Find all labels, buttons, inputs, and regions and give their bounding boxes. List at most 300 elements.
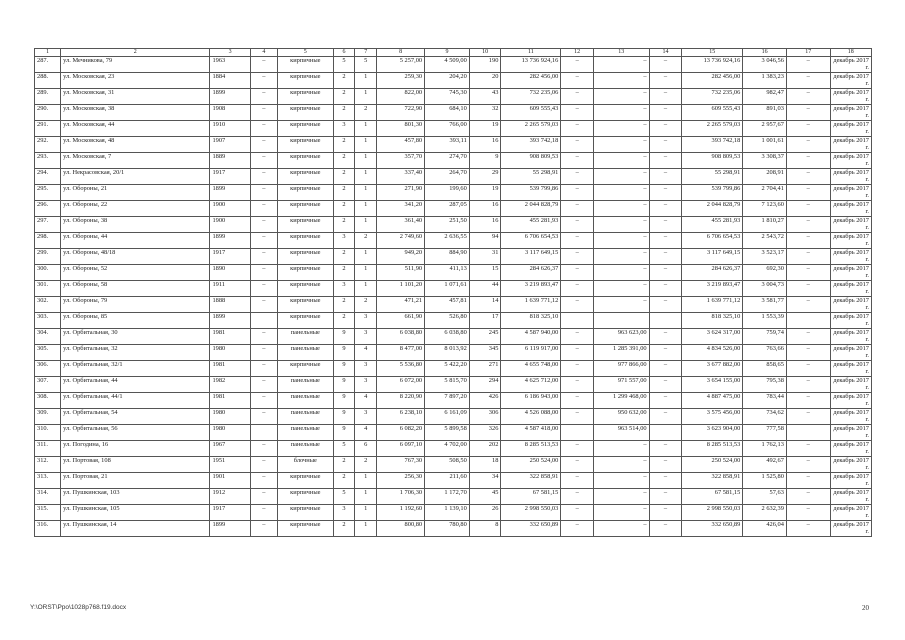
total-area-cell: 361,40 [377,217,425,233]
col-12-cell [561,313,594,329]
col-4-cell: – [250,57,277,73]
col-17-cell: – [786,505,830,521]
completion-date-cell: декабрь 2017 г. [830,473,872,489]
row-number-cell: 296. [35,201,61,217]
table-row [35,281,872,297]
year-cell: 1963 [210,57,250,73]
total-area-cell: 511,90 [377,265,425,281]
wall-material-cell: кирпичные [278,233,334,249]
cost-col-13-cell: – [594,201,650,217]
living-area-cell: 393,11 [425,137,470,153]
living-area-cell: 8 013,92 [425,345,470,361]
cost-col-15-cell: 455 281,93 [682,217,743,233]
entrances-cell: 3 [355,377,377,393]
total-cost-cell: 2 998 550,03 [501,505,561,521]
cost-col-13-cell: – [594,297,650,313]
wall-material-cell: панельные [278,345,334,361]
row-number-cell: 293. [35,153,61,169]
living-area-cell: 6 161,09 [425,409,470,425]
housing-repair-table [34,48,872,537]
cost-col-13-cell: 950 632,00 [594,409,650,425]
col-17-cell: – [786,473,830,489]
living-area-cell: 4 509,00 [425,57,470,73]
address-cell: ул. Орбитальная, 30 [61,329,210,345]
cost-per-sqm-cell: 1 762,13 [743,441,787,457]
year-cell: 1967 [210,441,250,457]
column-number: 16 [743,49,787,57]
col-14-cell: – [649,377,682,393]
cost-per-sqm-cell: 3 004,73 [743,281,787,297]
living-area-cell: 457,81 [425,297,470,313]
col-17-cell: – [786,441,830,457]
cost-per-sqm-cell: 759,74 [743,329,787,345]
total-cost-cell: 6 706 654,53 [501,233,561,249]
col-17-cell: – [786,297,830,313]
cost-col-15-cell: 393 742,18 [682,137,743,153]
completion-date-cell: декабрь 2017 г. [830,457,872,473]
entrances-cell: 1 [355,73,377,89]
cost-col-15-cell: 282 456,00 [682,73,743,89]
col-12-cell: – [561,473,594,489]
column-number: 5 [278,49,334,57]
total-area-cell: 722,90 [377,105,425,121]
total-area-cell: 259,30 [377,73,425,89]
column-number: 14 [649,49,682,57]
wall-material-cell: кирпичные [278,89,334,105]
completion-date-cell: декабрь 2017 г. [830,361,872,377]
col-12-cell: – [561,377,594,393]
living-area-cell: 199,60 [425,185,470,201]
completion-date-cell: декабрь 2017 г. [830,201,872,217]
table-row [35,217,872,233]
cost-per-sqm-cell: 492,67 [743,457,787,473]
cost-col-15-cell: 250 524,00 [682,457,743,473]
total-area-cell: 5 536,80 [377,361,425,377]
residents-cell: 245 [469,329,501,345]
col-4-cell: – [250,233,277,249]
row-number-cell: 310. [35,425,61,441]
wall-material-cell: кирпичные [278,105,334,121]
residents-cell: 271 [469,361,501,377]
row-number-cell: 290. [35,105,61,121]
col-4-cell: – [250,297,277,313]
cost-col-13-cell: – [594,521,650,537]
cost-per-sqm-cell: 777,58 [743,425,787,441]
total-cost-cell: 4 587 940,00 [501,329,561,345]
col-4-cell: – [250,393,277,409]
cost-per-sqm-cell: 3 308,37 [743,153,787,169]
floors-cell: 5 [333,57,355,73]
wall-material-cell: панельные [278,409,334,425]
year-cell: 1951 [210,457,250,473]
address-cell: ул. Орбитальная, 44 [61,377,210,393]
cost-col-15-cell: 4 887 475,00 [682,393,743,409]
col-17-cell: – [786,345,830,361]
year-cell: 1900 [210,217,250,233]
wall-material-cell: кирпичные [278,217,334,233]
cost-col-13-cell: – [594,89,650,105]
cost-col-13-cell: – [594,265,650,281]
residents-cell: 94 [469,233,501,249]
living-area-cell: 1 172,70 [425,489,470,505]
completion-date-cell: декабрь 2017 г. [830,441,872,457]
col-14-cell: – [649,185,682,201]
total-cost-cell: 4 587 418,00 [501,425,561,441]
col-4-cell: – [250,89,277,105]
col-12-cell: – [561,121,594,137]
table-row [35,105,872,121]
living-area-cell: 274,70 [425,153,470,169]
total-cost-cell: 6 186 943,00 [501,393,561,409]
cost-col-15-cell: 322 858,91 [682,473,743,489]
column-number: 9 [425,49,470,57]
cost-col-15-cell: 3 219 893,47 [682,281,743,297]
col-14-cell: – [649,297,682,313]
row-number-cell: 301. [35,281,61,297]
total-area-cell: 6 072,00 [377,377,425,393]
cost-col-13-cell: – [594,105,650,121]
total-area-cell: 5 257,00 [377,57,425,73]
residents-cell: 43 [469,89,501,105]
col-14-cell: – [649,153,682,169]
col-14-cell: – [649,105,682,121]
completion-date-cell: декабрь 2017 г. [830,297,872,313]
living-area-cell: 766,00 [425,121,470,137]
total-cost-cell: 908 809,53 [501,153,561,169]
total-cost-cell: 67 581,15 [501,489,561,505]
cost-col-15-cell: 332 650,89 [682,521,743,537]
address-cell: ул. Московская, 44 [61,121,210,137]
year-cell: 1910 [210,121,250,137]
row-number-cell: 297. [35,217,61,233]
col-4-cell: – [250,201,277,217]
entrances-cell: 3 [355,329,377,345]
row-number-cell: 316. [35,521,61,537]
total-area-cell: 6 082,20 [377,425,425,441]
row-number-cell: 298. [35,233,61,249]
column-number: 15 [682,49,743,57]
wall-material-cell: кирпичные [278,505,334,521]
total-cost-cell: 3 117 649,15 [501,249,561,265]
col-4-cell: – [250,505,277,521]
entrances-cell: 4 [355,393,377,409]
col-14-cell: – [649,201,682,217]
living-area-cell: 526,80 [425,313,470,329]
col-12-cell: – [561,201,594,217]
col-12-cell: – [561,393,594,409]
wall-material-cell: блочные [278,457,334,473]
total-cost-cell: 4 655 748,00 [501,361,561,377]
cost-col-13-cell: 1 285 391,00 [594,345,650,361]
cost-col-15-cell: 67 581,15 [682,489,743,505]
cost-col-15-cell: 284 626,37 [682,265,743,281]
cost-per-sqm-cell: 1 553,39 [743,313,787,329]
residents-cell: 19 [469,121,501,137]
residents-cell: 16 [469,217,501,233]
column-number: 1 [35,49,61,57]
residents-cell: 345 [469,345,501,361]
completion-date-cell: декабрь 2017 г. [830,313,872,329]
col-4-cell: – [250,473,277,489]
living-area-cell: 1 139,10 [425,505,470,521]
col-4-cell: – [250,281,277,297]
col-17-cell: – [786,185,830,201]
year-cell: 1884 [210,73,250,89]
col-17-cell: – [786,57,830,73]
total-area-cell: 2 749,60 [377,233,425,249]
floors-cell: 2 [333,73,355,89]
cost-per-sqm-cell: 1 525,80 [743,473,787,489]
cost-col-13-cell: – [594,441,650,457]
living-area-cell: 1 071,61 [425,281,470,297]
wall-material-cell: кирпичные [278,153,334,169]
floors-cell: 3 [333,505,355,521]
cost-col-15-cell: 732 235,06 [682,89,743,105]
entrances-cell: 4 [355,425,377,441]
cost-col-13-cell: – [594,249,650,265]
total-cost-cell: 609 555,43 [501,105,561,121]
col-12-cell: – [561,361,594,377]
living-area-cell: 6 038,80 [425,329,470,345]
cost-per-sqm-cell: 2 957,67 [743,121,787,137]
address-cell: ул. Обороны, 38 [61,217,210,233]
entrances-cell: 3 [355,313,377,329]
floors-cell: 2 [333,169,355,185]
completion-date-cell: декабрь 2017 г. [830,281,872,297]
address-cell: ул. Погодина, 16 [61,441,210,457]
year-cell: 1982 [210,377,250,393]
col-4-cell: – [250,249,277,265]
floors-cell: 2 [333,137,355,153]
cost-col-13-cell: – [594,169,650,185]
address-cell: ул. Обороны, 79 [61,297,210,313]
total-area-cell: 1 192,60 [377,505,425,521]
col-12-cell: – [561,457,594,473]
cost-col-13-cell: 963 623,00 [594,329,650,345]
cost-col-13-cell: – [594,489,650,505]
col-12-cell: – [561,329,594,345]
col-12-cell: – [561,441,594,457]
wall-material-cell: кирпичные [278,185,334,201]
col-14-cell: – [649,249,682,265]
floors-cell: 9 [333,345,355,361]
total-cost-cell: 4 526 088,00 [501,409,561,425]
floors-cell: 9 [333,393,355,409]
row-number-cell: 307. [35,377,61,393]
table-row [35,361,872,377]
column-number: 18 [830,49,872,57]
total-area-cell: 800,80 [377,521,425,537]
cost-per-sqm-cell: 7 123,60 [743,201,787,217]
floors-cell: 2 [333,249,355,265]
year-cell: 1981 [210,361,250,377]
document-path: Y:\ORST\Ppo\1028p768.f19.docx [30,604,127,611]
column-number: 13 [594,49,650,57]
row-number-cell: 312. [35,457,61,473]
table-row [35,89,872,105]
floors-cell: 2 [333,185,355,201]
col-14-cell: – [649,57,682,73]
col-17-cell: – [786,409,830,425]
table-row [35,489,872,505]
floors-cell: 3 [333,121,355,137]
total-cost-cell: 4 625 712,00 [501,377,561,393]
total-cost-cell: 393 742,18 [501,137,561,153]
floors-cell: 2 [333,217,355,233]
col-4-cell: – [250,377,277,393]
col-14-cell: – [649,441,682,457]
completion-date-cell: декабрь 2017 г. [830,73,872,89]
address-cell: ул. Мечникова, 79 [61,57,210,73]
col-14-cell: – [649,121,682,137]
residents-cell: 26 [469,505,501,521]
year-cell: 1899 [210,185,250,201]
row-number-cell: 294. [35,169,61,185]
col-4-cell: – [250,105,277,121]
completion-date-cell: декабрь 2017 г. [830,217,872,233]
address-cell: ул. Орбитальная, 32 [61,345,210,361]
completion-date-cell: декабрь 2017 г. [830,153,872,169]
column-number: 12 [561,49,594,57]
cost-col-15-cell: 2 044 828,79 [682,201,743,217]
col-17-cell: – [786,73,830,89]
col-17-cell: – [786,121,830,137]
residents-cell: 8 [469,521,501,537]
cost-col-13-cell: 1 299 468,00 [594,393,650,409]
row-number-cell: 287. [35,57,61,73]
floors-cell: 2 [333,153,355,169]
completion-date-cell: декабрь 2017 г. [830,505,872,521]
page-number: 20 [862,604,869,612]
completion-date-cell: декабрь 2017 г. [830,345,872,361]
col-12-cell: – [561,297,594,313]
wall-material-cell: кирпичные [278,297,334,313]
entrances-cell: 1 [355,169,377,185]
table-row [35,169,872,185]
row-number-cell: 305. [35,345,61,361]
entrances-cell: 1 [355,217,377,233]
total-area-cell: 661,90 [377,313,425,329]
col-12-cell: – [561,505,594,521]
col-12-cell: – [561,249,594,265]
cost-col-13-cell: – [594,185,650,201]
table-row [35,265,872,281]
col-17-cell: – [786,489,830,505]
total-cost-cell: 3 219 893,47 [501,281,561,297]
cost-col-15-cell: 13 736 924,16 [682,57,743,73]
table-row [35,185,872,201]
col-14-cell: – [649,137,682,153]
entrances-cell: 1 [355,137,377,153]
col-14-cell: – [649,265,682,281]
year-cell: 1899 [210,233,250,249]
col-17-cell: – [786,265,830,281]
cost-per-sqm-cell: 208,91 [743,169,787,185]
entrances-cell: 1 [355,185,377,201]
total-cost-cell: 732 235,06 [501,89,561,105]
address-cell: ул. Орбитальная, 32/1 [61,361,210,377]
residents-cell: 294 [469,377,501,393]
completion-date-cell: декабрь 2017 г. [830,393,872,409]
address-cell: ул. Обороны, 48/18 [61,249,210,265]
living-area-cell: 251,50 [425,217,470,233]
wall-material-cell: кирпичные [278,201,334,217]
cost-per-sqm-cell: 1 383,23 [743,73,787,89]
cost-col-15-cell: 4 834 526,00 [682,345,743,361]
col-17-cell: – [786,169,830,185]
col-17-cell: – [786,153,830,169]
wall-material-cell: панельные [278,377,334,393]
floors-cell: 2 [333,297,355,313]
col-4-cell: – [250,521,277,537]
col-14-cell: – [649,521,682,537]
address-cell: ул. Обороны, 58 [61,281,210,297]
col-14-cell: – [649,345,682,361]
col-4-cell: – [250,441,277,457]
col-17-cell: – [786,377,830,393]
completion-date-cell: декабрь 2017 г. [830,169,872,185]
completion-date-cell: декабрь 2017 г. [830,409,872,425]
living-area-cell: 411,13 [425,265,470,281]
col-14-cell: – [649,169,682,185]
col-17-cell: – [786,361,830,377]
table-row [35,345,872,361]
residents-cell: 19 [469,185,501,201]
total-area-cell: 471,21 [377,297,425,313]
row-number-cell: 308. [35,393,61,409]
living-area-cell: 5 815,70 [425,377,470,393]
col-14-cell: – [649,473,682,489]
col-14-cell: – [649,281,682,297]
col-17-cell: – [786,329,830,345]
col-17-cell [786,425,830,441]
total-cost-cell: 2 265 579,03 [501,121,561,137]
table-row [35,153,872,169]
residents-cell: 190 [469,57,501,73]
address-cell: ул. Обороны, 21 [61,185,210,201]
col-17-cell: – [786,201,830,217]
col-4-cell: – [250,345,277,361]
residents-cell: 31 [469,249,501,265]
col-17-cell: – [786,457,830,473]
residents-cell: 426 [469,393,501,409]
completion-date-cell: декабрь 2017 г. [830,105,872,121]
col-12-cell: – [561,233,594,249]
living-area-cell: 2 636,55 [425,233,470,249]
year-cell: 1917 [210,169,250,185]
wall-material-cell: кирпичные [278,521,334,537]
year-cell: 1900 [210,201,250,217]
table-row [35,329,872,345]
col-12-cell: – [561,409,594,425]
floors-cell: 9 [333,425,355,441]
cost-per-sqm-cell: 891,03 [743,105,787,121]
year-cell: 1901 [210,473,250,489]
total-cost-cell: 1 639 771,12 [501,297,561,313]
col-14-cell: – [649,457,682,473]
row-number-cell: 291. [35,121,61,137]
row-number-cell: 300. [35,265,61,281]
table-row [35,473,872,489]
total-cost-cell: 332 650,89 [501,521,561,537]
col-12-cell: – [561,89,594,105]
address-cell: ул. Некрасовская, 20/1 [61,169,210,185]
col-17-cell: – [786,217,830,233]
cost-per-sqm-cell: 795,38 [743,377,787,393]
cost-col-15-cell: 2 265 579,03 [682,121,743,137]
living-area-cell: 5 422,20 [425,361,470,377]
address-cell: ул. Московская, 31 [61,89,210,105]
